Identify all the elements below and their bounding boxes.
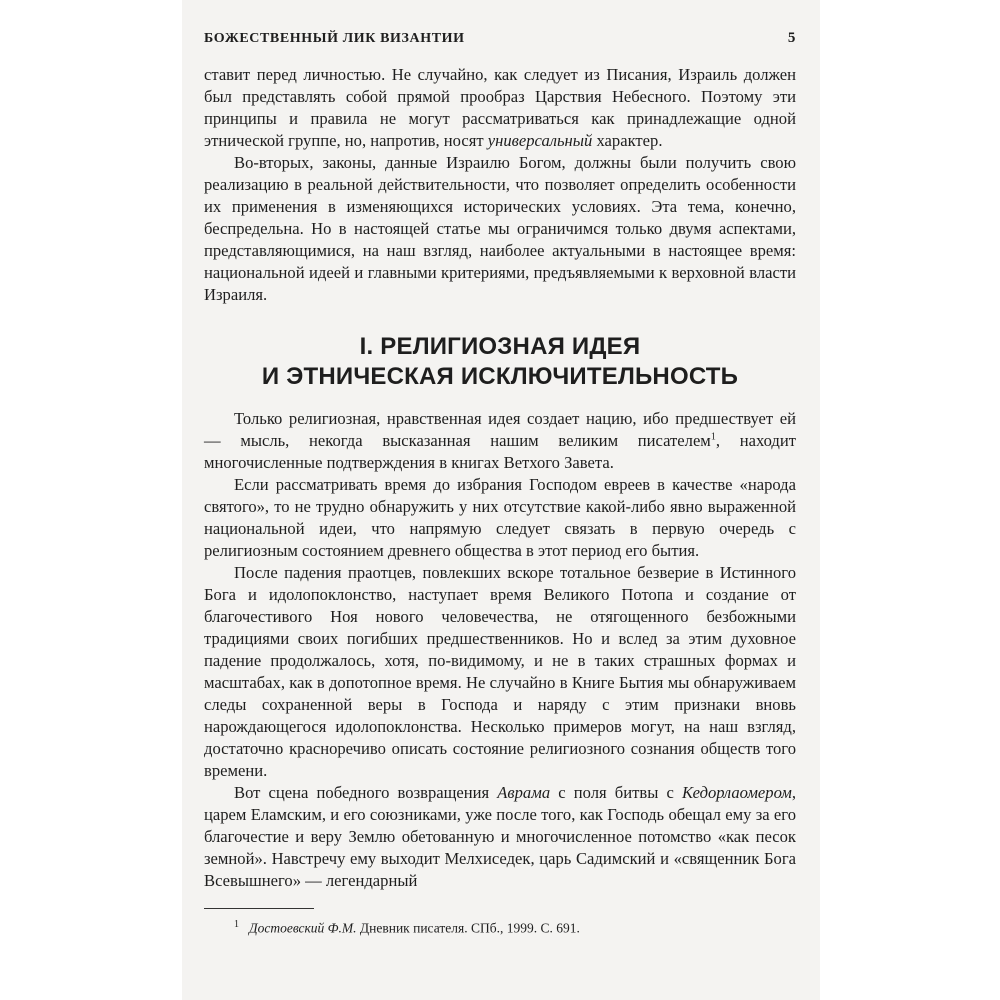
body-text: [204, 64, 796, 892]
paragraph-6-text-a: Вот сцена победного возвращения: [234, 783, 498, 802]
footnote-mark: 1: [234, 919, 239, 930]
running-head: [204, 30, 796, 47]
section-heading-line-1: I. РЕЛИГИОЗНАЯ ИДЕЯ: [359, 333, 641, 360]
running-title: БОЖЕСТВЕННЫЙ ЛИК ВИЗАНТИИ: [204, 31, 465, 46]
paragraph-3-end: , находит многочисленные подтверждения в книгах Ветхого Завета.: [204, 431, 796, 472]
paragraph-4: Если рассматривать время до избрания Господом евреев в качестве «народа святого», то не трудно обнаружить у них отсутствие какой-либо явно выраженной национальной идеи, что напрямую следует связать в первую очередь с религиозным состоянием древнего общества в этот период его бытия.: [204, 475, 796, 560]
paragraph-5: После падения праотцев, повлекших вскоре тотальное безверие в Истинного Бога и идолопоклонство, наступает время Великого Потопа и создание от благочестивого Ноя нового человечества, не отягощенного безбожными традициями своих погибших предшественников. Но и вслед за этим духовное падение продолжалось, хотя, по-видимому, и не в таких страшных формах и масштабах, как в допотопное время. Не случайно в Книге Бытия мы обнаруживаем следы сохраненной веры в Господа и наряду с этим признаки вновь нарождающегося идолопоклонства. Несколько примеров могут, на наш взгляд, достаточно красноречиво описать состояние религиозного сознания обществ того времени.: [204, 563, 796, 780]
name-avram: Аврама: [497, 783, 551, 802]
footnote-reference: 1: [710, 431, 716, 443]
paragraph-3: [204, 408, 796, 474]
footnote-divider: [204, 908, 314, 909]
name-kedorlaomer: Кедорлаомером: [682, 783, 792, 802]
footnote-text: Дневник писателя. СПб., 1999. С. 691.: [356, 920, 580, 936]
paragraph-2: Во-вторых, законы, данные Израилю Богом, должны были получить свою реализацию в реальной действительности, что позволяет определить особенности их применения в изменяющихся исторических условиях. Эта тема, конечно, беспредельна. Но в настоящей статье мы ограничимся только двумя аспектами, представляющимися, на наш взгляд, наиболее актуальными в настоящее время: национальной идеей и главными критериями, предъявляемыми к верховной власти Израиля.: [204, 153, 796, 304]
footnote: [204, 916, 796, 938]
footnote-author: Достоевский Ф.М.: [249, 920, 357, 936]
section-heading-line-2: И ЭТНИЧЕСКАЯ ИСКЛЮЧИТЕЛЬНОСТЬ: [261, 363, 739, 390]
paragraph-1: [204, 64, 796, 152]
page-number: 5: [787, 30, 796, 46]
paragraph-3-text: Только религиозная, нравственная идея создает нацию, ибо предшествует ей — мысль, некогда высказанная нашим великим писателем: [204, 409, 796, 450]
paragraph-1-text: ставит перед личностью. Не случайно, как следует из Писания, Израиль должен был представлять собой прямой прообраз Царствия Небесного. Поэтому эти принципы и правила не могут рассматриваться как принадлежащие одной этнической группе, но, напротив, носят: [204, 65, 796, 150]
paragraph-6-text-c: , царем Еламским, и его союзниками, уже после того, как Господь обещал ему за его благочестие и веру Землю обетованную и многочисленное потомство «как песок земной». Навстречу ему выходит Мелхиседек, царь Садимский и «священник Бога Всевышнего» — легендарный: [204, 783, 796, 890]
paragraph-1-end: характер.: [592, 131, 663, 150]
paragraph-1-emphasis: универсальный: [487, 131, 593, 150]
section-heading: [204, 332, 796, 392]
book-page: [182, 0, 820, 1000]
paragraph-6: [204, 782, 796, 892]
paragraph-6-text-b: с поля битвы с: [550, 783, 683, 802]
